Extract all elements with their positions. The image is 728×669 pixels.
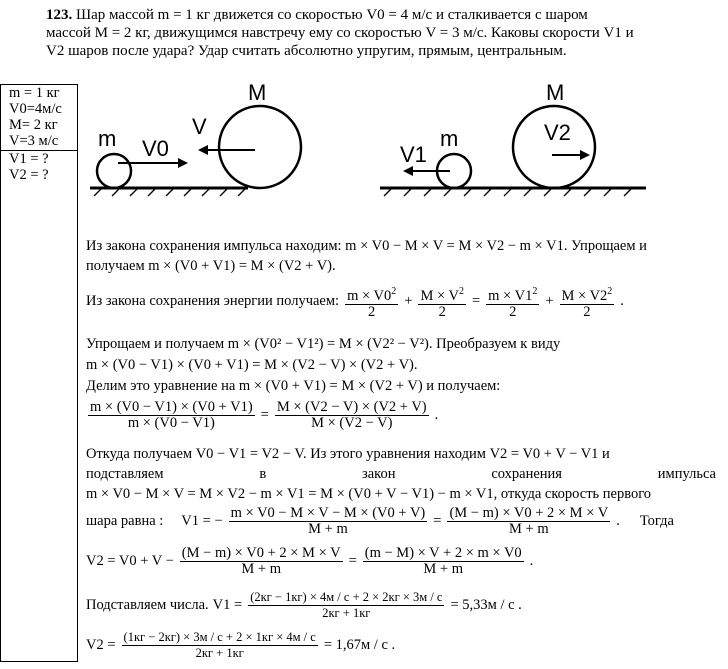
divided-equation: $\frac{m \times (V0 - V1) \times (V0 + V1)}{m \times (V0 - V1)}$ = $\frac{M \times (V2 - V) \times (V2 + V)}{M \times (V2 - V)}$ . [90, 399, 439, 431]
label-m: m [98, 126, 117, 151]
collision-before-figure [80, 78, 340, 198]
v-arrowhead [198, 145, 208, 155]
find-item: V2 = ? [9, 167, 49, 183]
label-M: M [546, 80, 565, 105]
fraction: $\frac{(1кг - 2кг) \times 3м / с + 2 \times 1кг \times 4м / с}{2кг + 1кг}$ [123, 630, 316, 660]
fraction: $\frac{M \times V^2}{2}$ [420, 286, 464, 320]
problem-line-3: V2 шаров после удара? Удар считать абсолютно упругим, прямым, центральным. [46, 43, 567, 59]
solution-line: Из закона сохранения импульса находим: m × V0 − M × V = M × V2 − m × V1. Упрощаем и [86, 238, 647, 254]
given-item: M= 2 кг [9, 117, 58, 133]
label-v2: V2 [544, 120, 571, 145]
solution-line: получаем m × (V0 + V1) = M × (V2 + V). [86, 258, 336, 274]
solution-line: подставляем в закон сохранения импульса [86, 466, 716, 482]
v1-formula: шара равна : V1 = − $\frac{m \times V0 - M \times V - M \times (V0 + V)}{M + m}$ = $\frac{(M - m) \times V0 + 2 \times M \times V}{M + m}$ . Тогда [86, 505, 674, 537]
small-ball [97, 154, 131, 188]
problem-line-1: Шар массой m = 1 кг движется со скоростью V0 = 4 м/с и сталкивается с шаром [76, 7, 588, 23]
v0-arrowhead [178, 158, 188, 168]
fraction: $\frac{(m - M) \times V + 2 \times m \times V0}{M + m}$ [364, 545, 522, 577]
label-M: M [248, 80, 267, 105]
fraction: $\frac{(M - m) \times V0 + 2 \times M \times V}{M + m}$ [449, 505, 609, 537]
label-v: V [192, 114, 207, 139]
v2-numeric: V2 = $\frac{(1кг - 2кг) \times 3м / с + 2 \times 1кг \times 4м / с}{2кг + 1кг}$ = 1,67м / с . [86, 630, 396, 660]
v2-arrowhead [580, 150, 590, 160]
v1-result: = 5,33м / с . [450, 597, 522, 613]
find-item: V1 = ? [9, 151, 49, 167]
numbers-intro: Подставляем числа. [86, 597, 209, 613]
solution-line: Откуда получаем V0 − V1 = V2 − V. Из этого уравнения находим V2 = V0 + V − V1 и [86, 446, 610, 462]
large-ball [513, 106, 595, 188]
problem-number: 123. [46, 7, 73, 23]
energy-equation: Из закона сохранения энергии получаем: $\frac{m \times V0^2}{2}$ + $\frac{M \times V^2}{2}$ = $\frac{m \times V1^2}{2}$ + $\frac{M \times V2^2}{2}$ . [86, 286, 624, 320]
v2-formula: V2 = V0 + V − $\frac{(M - m) \times V0 + 2 \times M \times V}{M + m}$ = $\frac{(m - M) \times V + 2 \times m \times V0}{M + m}$ . [86, 545, 534, 577]
energy-intro: Из закона сохранения энергии получаем: [86, 293, 340, 310]
problem-statement [46, 6, 716, 60]
solution-line: m × V0 − M × V = M × V2 − m × V1 = M × (V0 + V − V1) − m × V1, откуда скорость первого [86, 486, 652, 502]
v1-arrowhead [403, 166, 413, 176]
fraction: $\frac{(M - m) \times V0 + 2 \times M \times V}{M + m}$ [181, 545, 341, 577]
given-item: V0=4м/с [9, 101, 62, 117]
solution-line: Упрощаем и получаем m × (V0² − V1²) = M × (V2² − V²). Преобразуем к виду [86, 336, 561, 352]
solution-line: m × (V0 − V1) × (V0 + V1) = M × (V2 − V) × (V2 + V). [86, 357, 418, 373]
fraction: $\frac{m \times V0 - M \times V - M \times (V0 + V)}{M + m}$ [230, 505, 426, 537]
fraction: $\frac{M \times (V2 - V) \times (V2 + V)}{M \times (V2 - V)}$ [276, 399, 427, 431]
large-ball [219, 106, 301, 188]
v1-numeric: Подставляем числа. V1 = $\frac{(2кг - 1кг) \times 4м / с + 2 \times 2кг \times 3м / с}{2кг + 1кг}$ = 5,33м / с . [86, 590, 522, 620]
fraction: $\frac{m \times V1^2}{2}$ [488, 286, 538, 320]
label-m: m [440, 126, 459, 151]
given-item: m = 1 кг [9, 85, 60, 101]
then-word: Тогда [639, 513, 674, 529]
given-box [0, 84, 78, 662]
given-item: V=3 м/с [9, 133, 59, 149]
problem-line-2: массой M = 2 кг, движущимся навстречу ему со скоростью V = 3 м/с. Каковы скорости V1 и [46, 25, 634, 41]
solution-line: Делим это уравнение на m × (V0 + V1) = M × (V2 + V) и получаем: [86, 378, 501, 394]
collision-after-figure [370, 78, 670, 198]
fraction: $\frac{M \times V2^2}{2}$ [561, 286, 613, 320]
label-v1: V1 [400, 142, 427, 167]
v2-result: = 1,67м / с . [323, 637, 396, 653]
v1-intro: шара равна : [86, 513, 164, 529]
fraction: $\frac{m \times (V0 - V1) \times (V0 + V1)}{m \times (V0 - V1)}$ [90, 399, 253, 431]
fraction: $\frac{(2кг - 1кг) \times 4м / с + 2 \times 2кг \times 3м / с}{2кг + 1кг}$ [250, 590, 443, 620]
label-v0: V0 [142, 136, 169, 161]
fraction: $\frac{m \times V0^2}{2}$ [347, 286, 397, 320]
